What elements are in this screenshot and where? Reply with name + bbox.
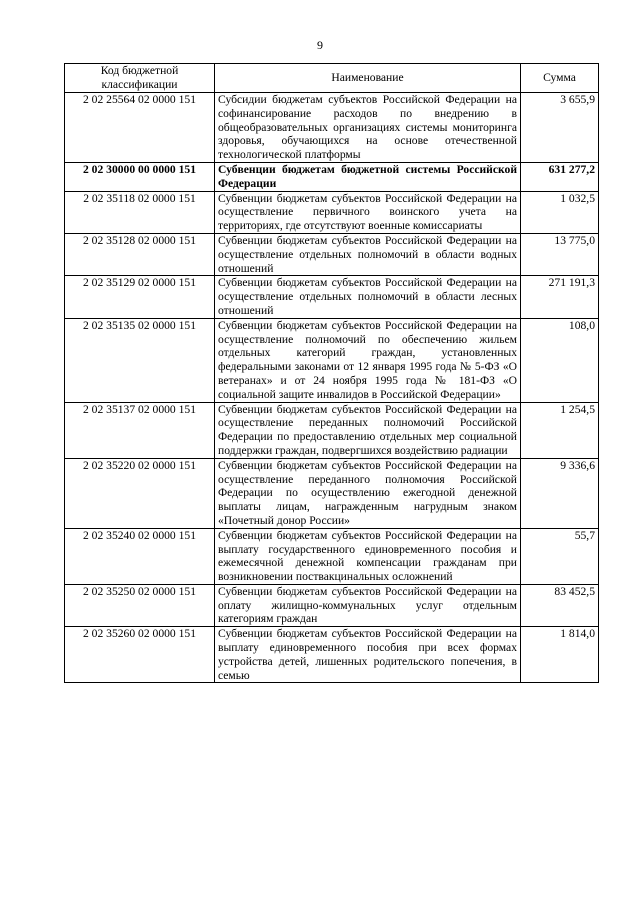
row-name: Субвенции бюджетам субъектов Российской Федерации на выплату единовременного пособия при всех формах устройства детей, лишенных родительского попечения, в семью — [215, 627, 521, 683]
row-code: 2 02 35135 02 0000 151 — [65, 318, 215, 402]
table-row — [65, 627, 599, 683]
row-name: Субвенции бюджетам субъектов Российской Федерации на осуществление отдельных полномочий в области водных отношений — [215, 233, 521, 275]
row-code: 2 02 35250 02 0000 151 — [65, 584, 215, 626]
header-amount: Сумма — [521, 64, 599, 93]
row-amount: 1 032,5 — [521, 191, 599, 233]
table-row — [65, 318, 599, 402]
row-code: 2 02 35118 02 0000 151 — [65, 191, 215, 233]
header-name: Наименование — [215, 64, 521, 93]
row-amount: 1 814,0 — [521, 627, 599, 683]
row-amount: 631 277,2 — [521, 162, 599, 191]
row-code: 2 02 35260 02 0000 151 — [65, 627, 215, 683]
row-code: 2 02 35137 02 0000 151 — [65, 402, 215, 458]
row-code: 2 02 25564 02 0000 151 — [65, 93, 215, 163]
row-code: 2 02 30000 00 0000 151 — [65, 162, 215, 191]
row-amount: 13 775,0 — [521, 233, 599, 275]
table-row — [65, 233, 599, 275]
row-code: 2 02 35220 02 0000 151 — [65, 458, 215, 528]
row-name: Субвенции бюджетам субъектов Российской Федерации на выплату государственного единовременного пособия и ежемесячной денежной компенсации гражданам при возникновении поствакцинальных осложнений — [215, 528, 521, 584]
row-amount: 3 655,9 — [521, 93, 599, 163]
row-name: Субсидии бюджетам субъектов Российской Федерации на софинансирование расходов по внедрению в общеобразовательных организациях системы мониторинга здоровья, обучающихся на основе отечественной технологической платформы — [215, 93, 521, 163]
table-row — [65, 93, 599, 163]
row-amount: 1 254,5 — [521, 402, 599, 458]
row-name: Субвенции бюджетам субъектов Российской Федерации на осуществление переданных полномочий Российской Федерации по предоставлению отдельных мер социальной поддержки граждан, подвергшихся воздействию радиации — [215, 402, 521, 458]
table-row — [65, 528, 599, 584]
row-name: Субвенции бюджетам субъектов Российской Федерации на осуществление первичного воинского учета на территориях, где отсутствуют военные комиссариаты — [215, 191, 521, 233]
row-amount: 108,0 — [521, 318, 599, 402]
row-name: Субвенции бюджетам субъектов Российской Федерации на оплату жилищно-коммунальных услуг отдельным категориям граждан — [215, 584, 521, 626]
table-row-total — [65, 162, 599, 191]
row-amount: 83 452,5 — [521, 584, 599, 626]
table-row — [65, 584, 599, 626]
row-amount: 9 336,6 — [521, 458, 599, 528]
table-header-row — [65, 64, 599, 93]
row-amount: 55,7 — [521, 528, 599, 584]
page-number: 9 — [317, 38, 323, 52]
table-row — [65, 402, 599, 458]
header-code: Код бюджетной классификации — [65, 64, 215, 93]
table-row — [65, 458, 599, 528]
row-code: 2 02 35129 02 0000 151 — [65, 276, 215, 318]
row-name: Субвенции бюджетам субъектов Российской Федерации на осуществление полномочий по обеспечению жильем отдельных категорий граждан, установленных федеральными законами от 12 января 1995 года № 5-ФЗ «О ветеранах» и от 24 ноября 1995 года № 181-ФЗ «О социальной защите инвалидов в Российской Федерации» — [215, 318, 521, 402]
row-code: 2 02 35128 02 0000 151 — [65, 233, 215, 275]
row-code: 2 02 35240 02 0000 151 — [65, 528, 215, 584]
row-name: Субвенции бюджетам бюджетной системы Российской Федерации — [215, 162, 521, 191]
table-row — [65, 276, 599, 318]
budget-table — [64, 63, 599, 683]
table-row — [65, 191, 599, 233]
row-name: Субвенции бюджетам субъектов Российской Федерации на осуществление отдельных полномочий в области лесных отношений — [215, 276, 521, 318]
row-amount: 271 191,3 — [521, 276, 599, 318]
row-name: Субвенции бюджетам субъектов Российской Федерации на осуществление переданного полномочия Российской Федерации по осуществлению ежегодной денежной выплаты лицам, награжденным нагрудным знаком «Почетный донор России» — [215, 458, 521, 528]
